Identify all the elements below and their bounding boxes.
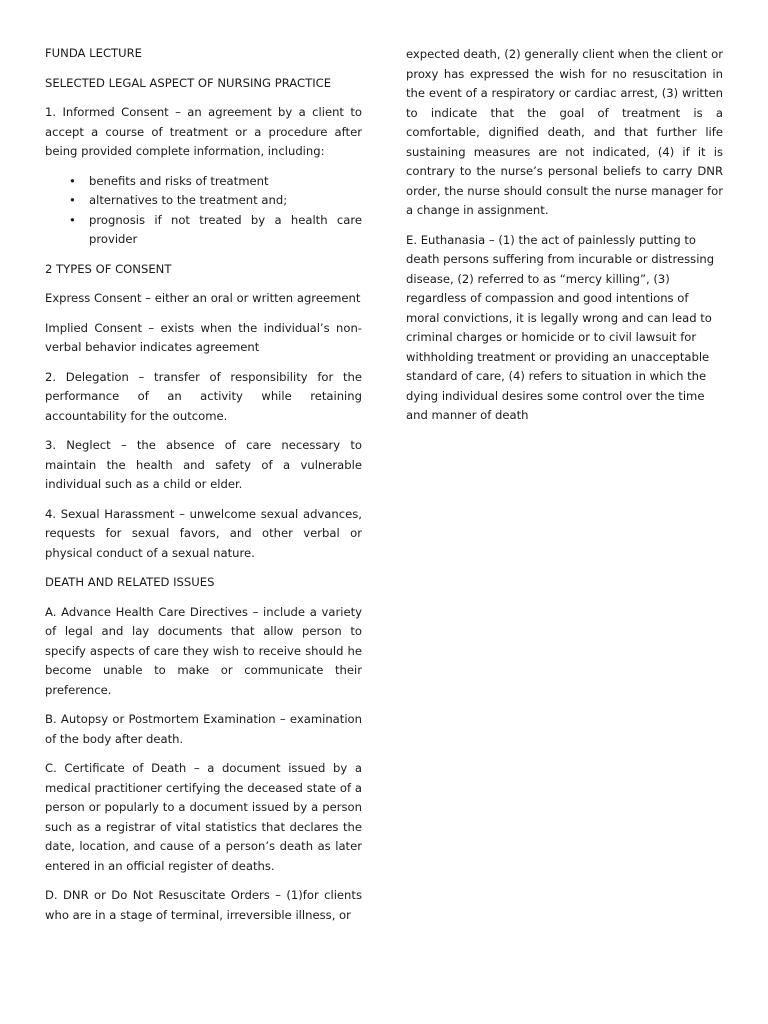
bullet-item: • prognosis if not treated by a health care provider xyxy=(89,211,362,250)
bullet-item: • alternatives to the treatment and; xyxy=(89,191,362,211)
implied-consent-paragraph: Implied Consent – exists when the individual’s non-verbal behavior indicates agreement xyxy=(45,320,362,354)
dnr-paragraph-continued: expected death, (2) generally client when the client or proxy has expressed the wish for no resuscitation in the event of a respiratory or cardiac arrest, (3) written to indicate that the goal of treatment is a comfortable, dignified death, and that further life sustaining measures are not indicated, (4) if it is contrary to the nurse’s personal beliefs to carry DNR order, the nurse should consult the nurse manager for a change in assignment. xyxy=(406,47,723,217)
dnr-paragraph-start: D. DNR or Do Not Resuscitate Orders – (1)for clients who are in a stage of terminal, irreversible illness, or xyxy=(45,888,362,922)
euthanasia-paragraph: E. Euthanasia – (1) the act of painlessly putting to death persons suffering from incurable or distressing disease, (2) referred to as “mercy killing”, (3) regardless of compassion and good intentions of moral convictions, it is legally wrong and can lead to criminal charges or homicide or to civil lawsuit for withholding treatment or providing an unacceptable standard of care, (4) refers to situation in which the dying individual desires some control over the time and manner of death xyxy=(406,232,715,422)
neglect-paragraph: 3. Neglect – the absence of care necessary to maintain the health and safety of a vulnerable individual such as a child or elder. xyxy=(45,438,362,491)
document-subtitle: SELECTED LEGAL ASPECT OF NURSING PRACTICE xyxy=(45,75,332,90)
types-of-consent-heading: 2 TYPES OF CONSENT xyxy=(45,261,172,276)
delegation-paragraph: 2. Delegation – transfer of responsibility for the performance of an activity while retaining accountability for the outcome. xyxy=(45,369,362,423)
sexual-harassment-paragraph: 4. Sexual Harassment – unwelcome sexual advances, requests for sexual favors, and other verbal or physical conduct of a sexual nature. xyxy=(45,506,362,560)
document-title: FUNDA LECTURE xyxy=(45,46,142,60)
bullet-item: • benefits and risks of treatment xyxy=(89,172,362,192)
right-column xyxy=(406,45,723,436)
certificate-of-death-paragraph: C. Certificate of Death – a document issued by a medical practitioner certifying the deceased state of a person or popularly to a document issued by a person such as a registrar of vital statistics that declares the date, location, and cause of a person’s death as later entered in an official register of deaths. xyxy=(45,761,362,873)
death-issues-heading: DEATH AND RELATED ISSUES xyxy=(45,575,215,589)
informed-consent-bullet-list xyxy=(45,172,362,250)
express-consent-paragraph: Express Consent – either an oral or written agreement xyxy=(45,291,361,305)
informed-consent-paragraph: 1. Informed Consent – an agreement by a client to accept a course of treatment or a procedure after being provided complete information, including: xyxy=(45,105,362,158)
left-column xyxy=(45,44,362,935)
advance-directives-paragraph: A. Advance Health Care Directives – include a variety of legal and lay documents that allow person to specify aspects of care they wish to receive should he become unable to make or communicate their preference. xyxy=(45,604,362,697)
autopsy-paragraph: B. Autopsy or Postmortem Examination – examination of the body after death. xyxy=(45,712,362,746)
